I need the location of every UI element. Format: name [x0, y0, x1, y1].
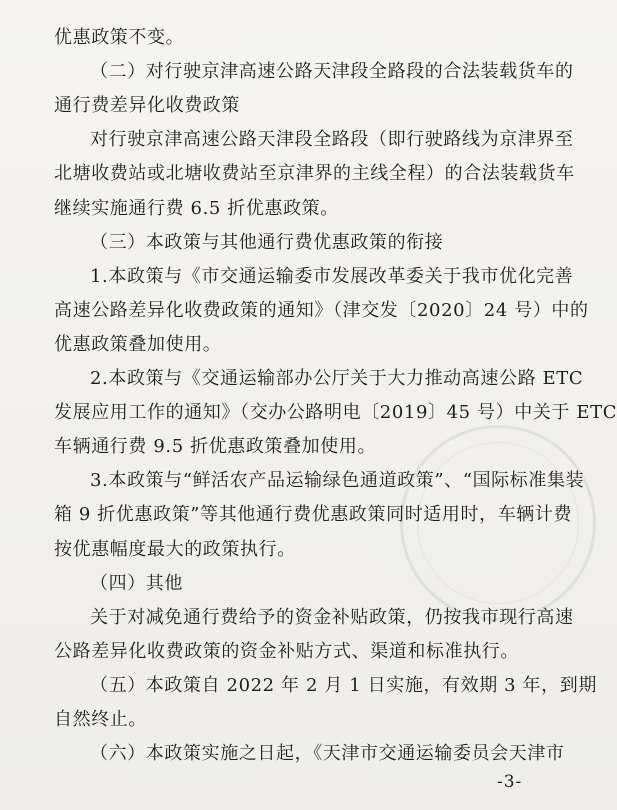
paragraph-line: 车辆通行费 9.5 折优惠政策叠加使用。: [54, 436, 377, 457]
section-heading-3: （三）本政策与其他通行费优惠政策的衔接: [90, 232, 444, 253]
paragraph-line: 优惠政策叠加使用。: [54, 334, 222, 355]
text-line-continuation: 优惠政策不变。: [54, 27, 185, 48]
section-heading-5: （五）本政策自 2022 年 2 月 1 日实施，有效期 3 年，到期: [90, 675, 597, 696]
paragraph-line: 发展应用工作的通知》（交办公路明电〔2019〕45 号）中关于 ETC: [54, 402, 617, 423]
paragraph-line: 公路差异化收费政策的资金补贴方式、渠道和标准执行。: [54, 641, 519, 662]
section-heading-4: （四）其他: [90, 573, 183, 594]
paragraph-line: 按优惠幅度最大的政策执行。: [54, 539, 296, 560]
paragraph-line: 对行驶京津高速公路天津段全路段（即行驶路线为京津界至: [90, 129, 574, 150]
paragraph-line: 箱 9 折优惠政策”等其他通行费优惠政策同时适用时，车辆计费: [54, 504, 573, 525]
paragraph-line: 继续实施通行费 6.5 折优惠政策。: [54, 198, 339, 219]
paragraph-line: 2.本政策与《交通运输部办公厅关于大力推动高速公路 ETC: [90, 368, 584, 389]
paragraph-line: 北塘收费站或北塘收费站至京津界的主线全程）的合法装载货车: [54, 163, 575, 184]
paragraph-line: 关于对减免通行费给予的资金补贴政策，仍按我市现行高速: [90, 607, 574, 628]
paragraph-line: 自然终止。: [54, 709, 147, 730]
section-heading-6: （六）本政策实施之日起，《天津市交通运输委员会天津市: [90, 743, 565, 764]
section-heading-2-cont: 通行费差异化收费政策: [54, 95, 240, 116]
paragraph-line: 1.本政策与《市交通运输委市发展改革委关于我市优化完善: [90, 266, 574, 287]
paragraph-line: 高速公路差异化收费政策的通知》（津交发〔2020〕24 号）中的: [54, 300, 589, 321]
paragraph-line: 3.本政策与“鲜活农产品运输绿色通道政策”、“国际标准集装: [90, 470, 585, 491]
page-number: -3-: [497, 772, 523, 792]
section-heading-2: （二）对行驶京津高速公路天津段全路段的合法装载货车的: [90, 61, 574, 82]
